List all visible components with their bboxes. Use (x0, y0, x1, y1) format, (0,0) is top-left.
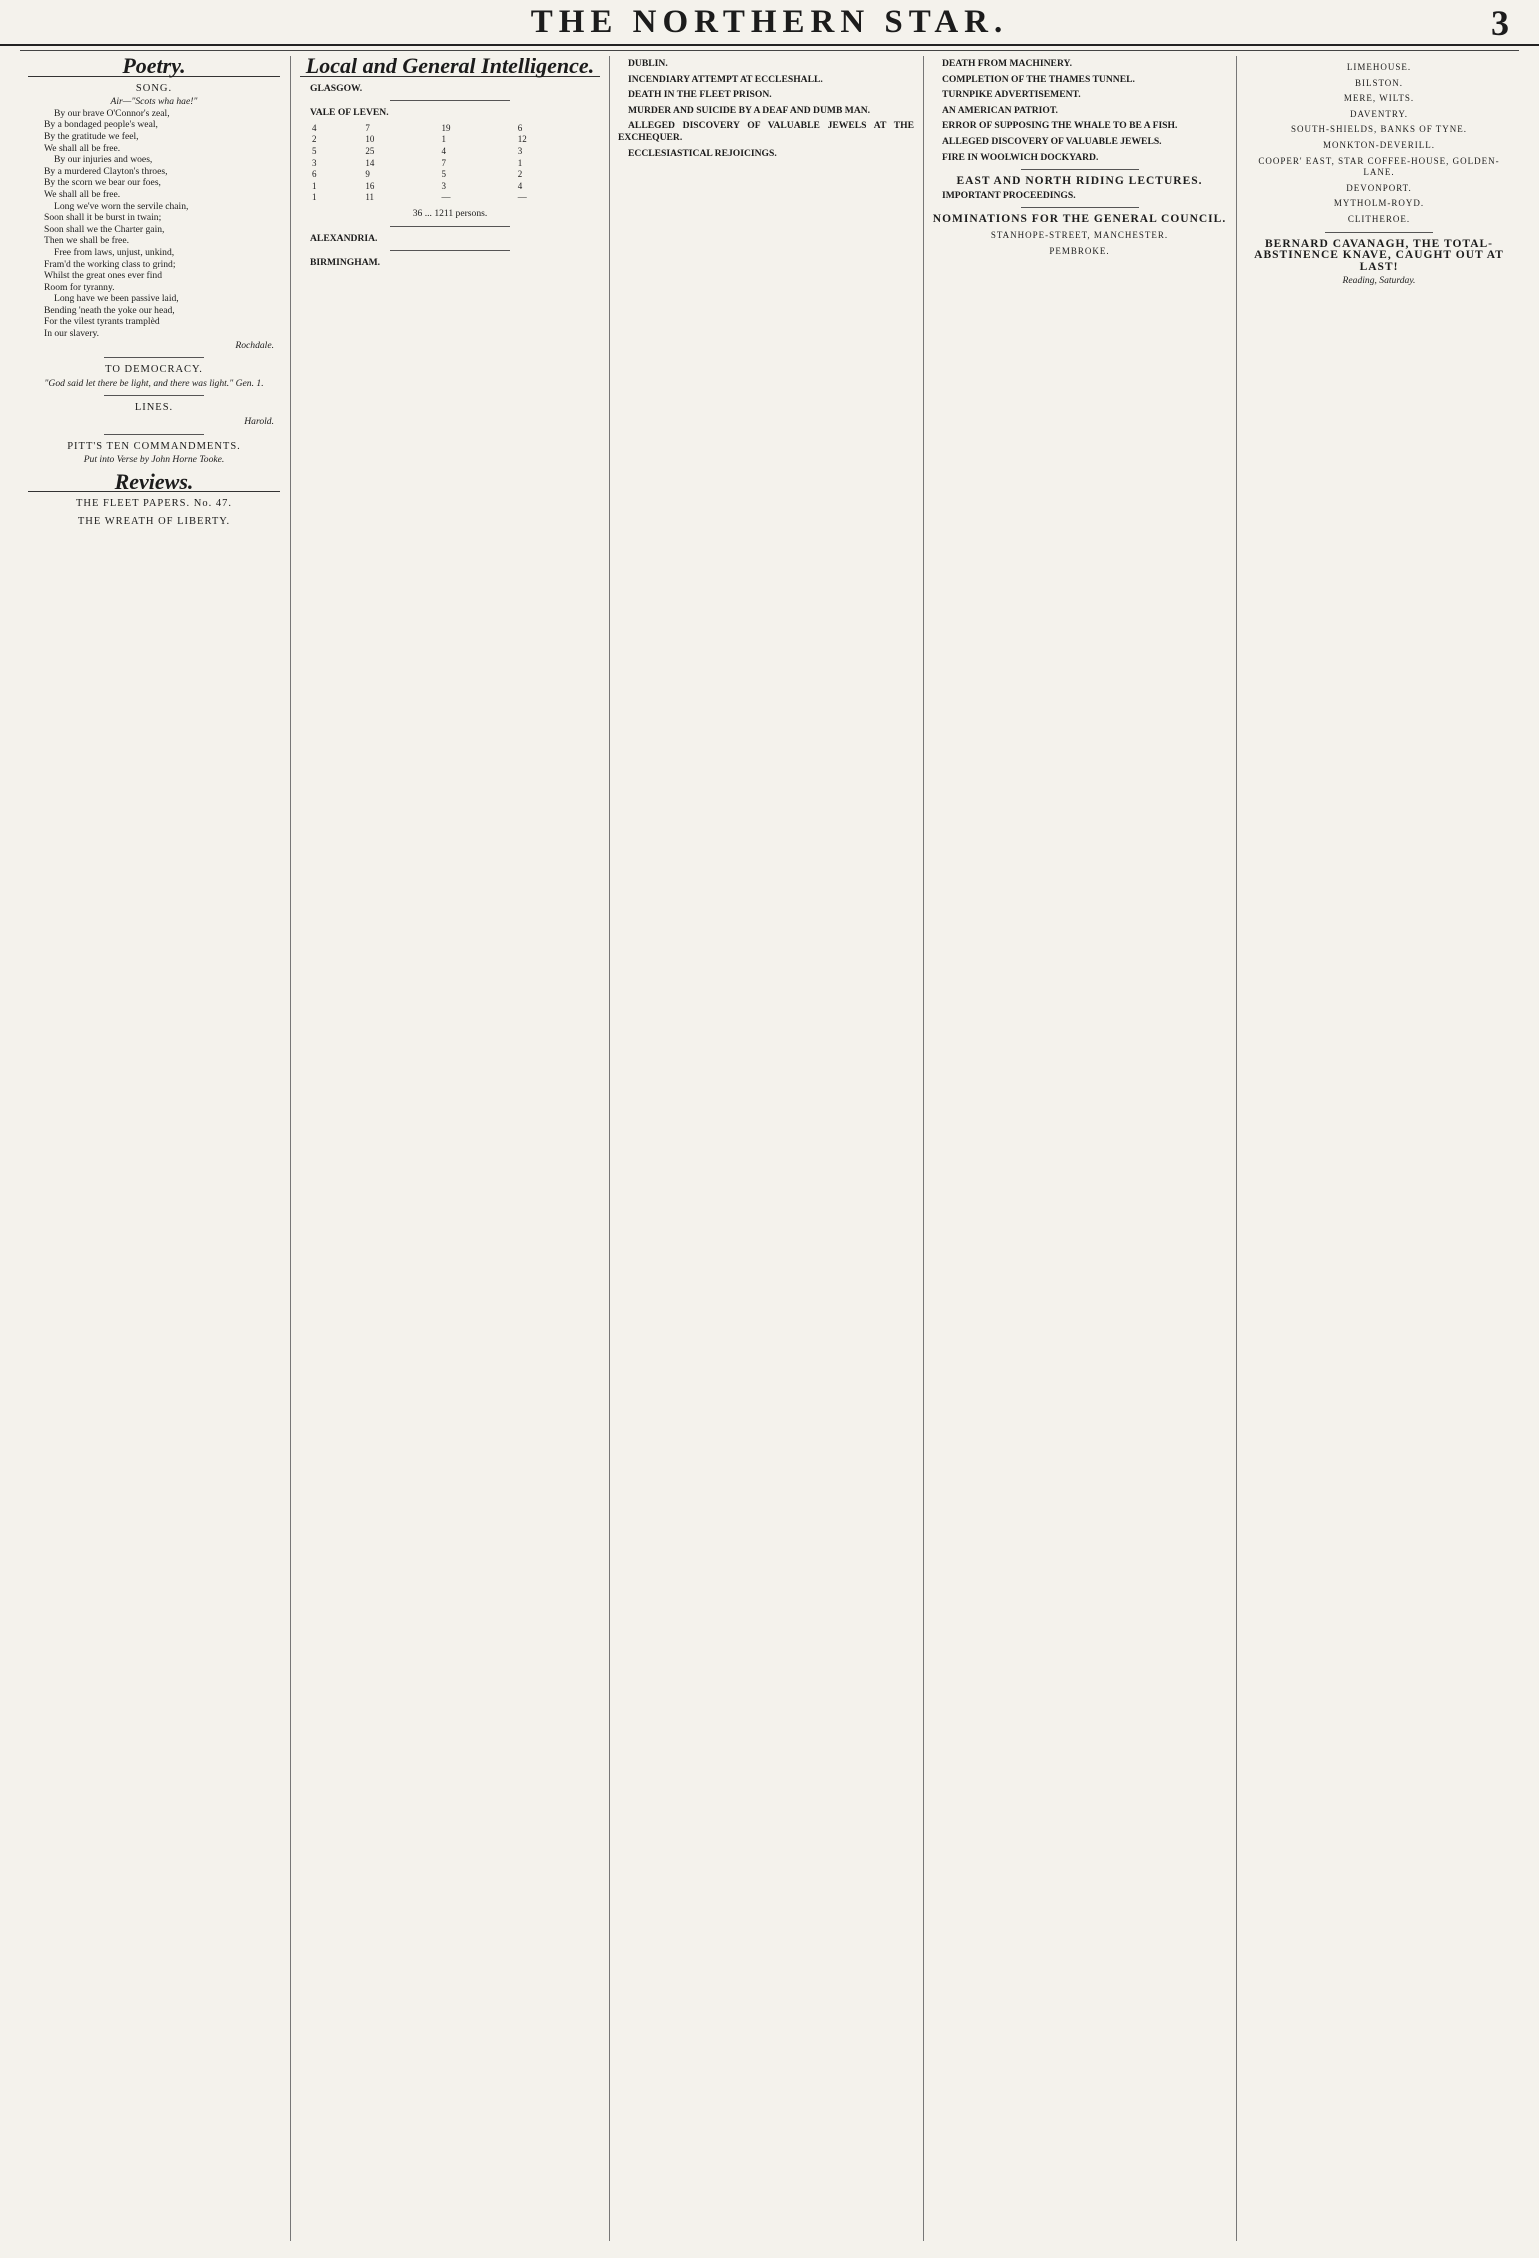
column-nominations (1245, 58, 1513, 2238)
table-row: 1 11 — — (312, 192, 527, 203)
table-row: 6 9 5 2 (312, 169, 523, 180)
signature: Rochdale. (235, 339, 274, 351)
dateline: VALE OF LEVEN. (310, 107, 389, 119)
lines-title: LINES. (134, 402, 174, 414)
locality: BILSTON. (1354, 77, 1404, 88)
separator (1325, 232, 1432, 233)
separator (104, 434, 205, 435)
table-total: 36 ... 1211 persons. (412, 207, 488, 219)
column-miscellany (932, 58, 1227, 2238)
dateline: GLASGOW. (310, 82, 363, 94)
locality: MERE, WILTS. (1343, 93, 1415, 104)
headline: FIRE IN WOOLWICH DOCKYARD. (942, 151, 1099, 163)
verse: Long have we been passive laid, Bending 'neath the yoke our head, For the vilest tyrants tramplèd In our slavery. (44, 293, 179, 340)
headline: ECCLESIASTICAL REJOICINGS. (628, 147, 777, 159)
locality: COOPER' EAST, STAR COFFEE-HOUSE, GOLDEN-LANE. (1258, 155, 1500, 178)
verse: By our brave O'Connor's zeal, By a bondaged people's weal, By the gratitude we feel, We shall all be free. (44, 107, 170, 154)
headline: ALLEGED DISCOVERY OF VALUABLE JEWELS AT THE EXCHEQUER. (618, 120, 914, 143)
article-title: BERNARD CAVANAGH, THE TOTAL-ABSTINENCE KNAVE, CAUGHT OUT AT LAST! (1254, 237, 1504, 273)
table-row: 4 7 19 6 (312, 122, 523, 133)
dateline: Reading, Saturday. (1342, 275, 1416, 287)
motto: "God said let there be light, and there was light." Gen. 1. (44, 377, 264, 389)
headline: AN AMERICAN PATRIOT. (942, 104, 1058, 116)
wreath-title: THE WREATH OF LIBERTY. (77, 516, 231, 527)
separator (390, 226, 510, 227)
locality: MONKTON-DEVERILL. (1322, 139, 1436, 150)
separator (104, 357, 205, 358)
locality: PEMBROKE. (1049, 245, 1110, 256)
verse: Free from laws, unjust, unkind, Fram'd the working class to grind; Whilst the great ones ever find Room for tyranny. (44, 246, 176, 293)
song-air: Air—"Scots wha hae!" (110, 96, 198, 108)
table-row: 5 25 4 3 (312, 145, 523, 156)
headline: INCENDIARY ATTEMPT AT ECCLESHALL. (628, 73, 823, 85)
separator (390, 100, 510, 101)
newspaper-title: THE NORTHERN STAR. (530, 4, 1009, 40)
locality: CLITHEROE. (1347, 213, 1411, 224)
column-poetry (28, 58, 280, 2238)
separator (1021, 169, 1139, 170)
column-news (618, 58, 914, 2238)
reviews-header: Reviews. (28, 476, 280, 493)
fleet-papers-title: THE FLEET PAPERS. No. 47. (76, 498, 232, 510)
locality: STANHOPE-STREET, MANCHESTER. (990, 229, 1169, 240)
headline: TURNPIKE ADVERTISEMENT. (942, 89, 1081, 101)
locality: DEVONPORT. (1346, 182, 1412, 193)
headline: IMPORTANT PROCEEDINGS. (942, 189, 1076, 201)
separator (390, 250, 510, 251)
section-title: EAST AND NORTH RIDING LECTURES. (956, 175, 1203, 188)
locality: DAVENTRY. (1350, 108, 1408, 119)
verse: Long we've worn the servile chain, Soon shall it be burst in twain; Soon shall we the Charter gain, Then we shall be free. (44, 200, 189, 247)
dateline: DUBLIN. (628, 58, 668, 69)
nominations-title: NOMINATIONS FOR THE GENERAL COUNCIL. (932, 213, 1227, 226)
headline: DEATH IN THE FLEET PRISON. (628, 89, 772, 101)
column-divider (923, 56, 924, 2241)
verse: By our injuries and woes, By a murdered Clayton's throes, By the scorn we bear our foes, We shall all be free. (44, 154, 168, 200)
page-number: 3 (1491, 3, 1509, 43)
table-row: 1 16 3 4 (312, 180, 523, 191)
separator (1021, 207, 1139, 208)
pitt-subtitle: Put into Verse by John Horne Tooke. (83, 454, 225, 466)
column-divider (609, 56, 610, 2241)
headline: ALLEGED DISCOVERY OF VALUABLE JEWELS. (942, 135, 1162, 147)
poetry-header: Poetry. (28, 60, 280, 77)
statistics-table (309, 123, 591, 204)
locality: LIMEHOUSE. (1346, 62, 1412, 72)
table-row: 2 10 1 12 (312, 134, 527, 145)
to-democracy-title: TO DEMOCRACY. (105, 364, 203, 376)
locality: MYTHOLM-ROYD. (1333, 198, 1425, 209)
masthead-rule (20, 50, 1519, 51)
column-divider (1236, 56, 1237, 2241)
dateline: BIRMINGHAM. (310, 257, 381, 269)
headline: MURDER AND SUICIDE BY A DEAF AND DUMB MAN. (628, 104, 871, 116)
column-local-intelligence (300, 58, 600, 2238)
signature: Harold. (244, 416, 274, 428)
headline: ERROR OF SUPPOSING THE WHALE TO BE A FISH. (942, 120, 1178, 132)
song-title: SONG. (135, 82, 173, 94)
table-row: 3 14 7 1 (312, 157, 523, 168)
separator (104, 395, 205, 396)
column-divider (290, 56, 291, 2241)
pitt-title: PITT'S TEN COMMANDMENTS. (67, 440, 241, 452)
masthead (0, 0, 1539, 46)
locality: SOUTH-SHIELDS, BANKS OF TYNE. (1290, 124, 1468, 135)
headline: DEATH FROM MACHINERY. (942, 58, 1072, 69)
headline: COMPLETION OF THE THAMES TUNNEL. (942, 73, 1135, 85)
section-header: Local and General Intelligence. (300, 60, 600, 77)
dateline: ALEXANDRIA. (310, 232, 378, 244)
